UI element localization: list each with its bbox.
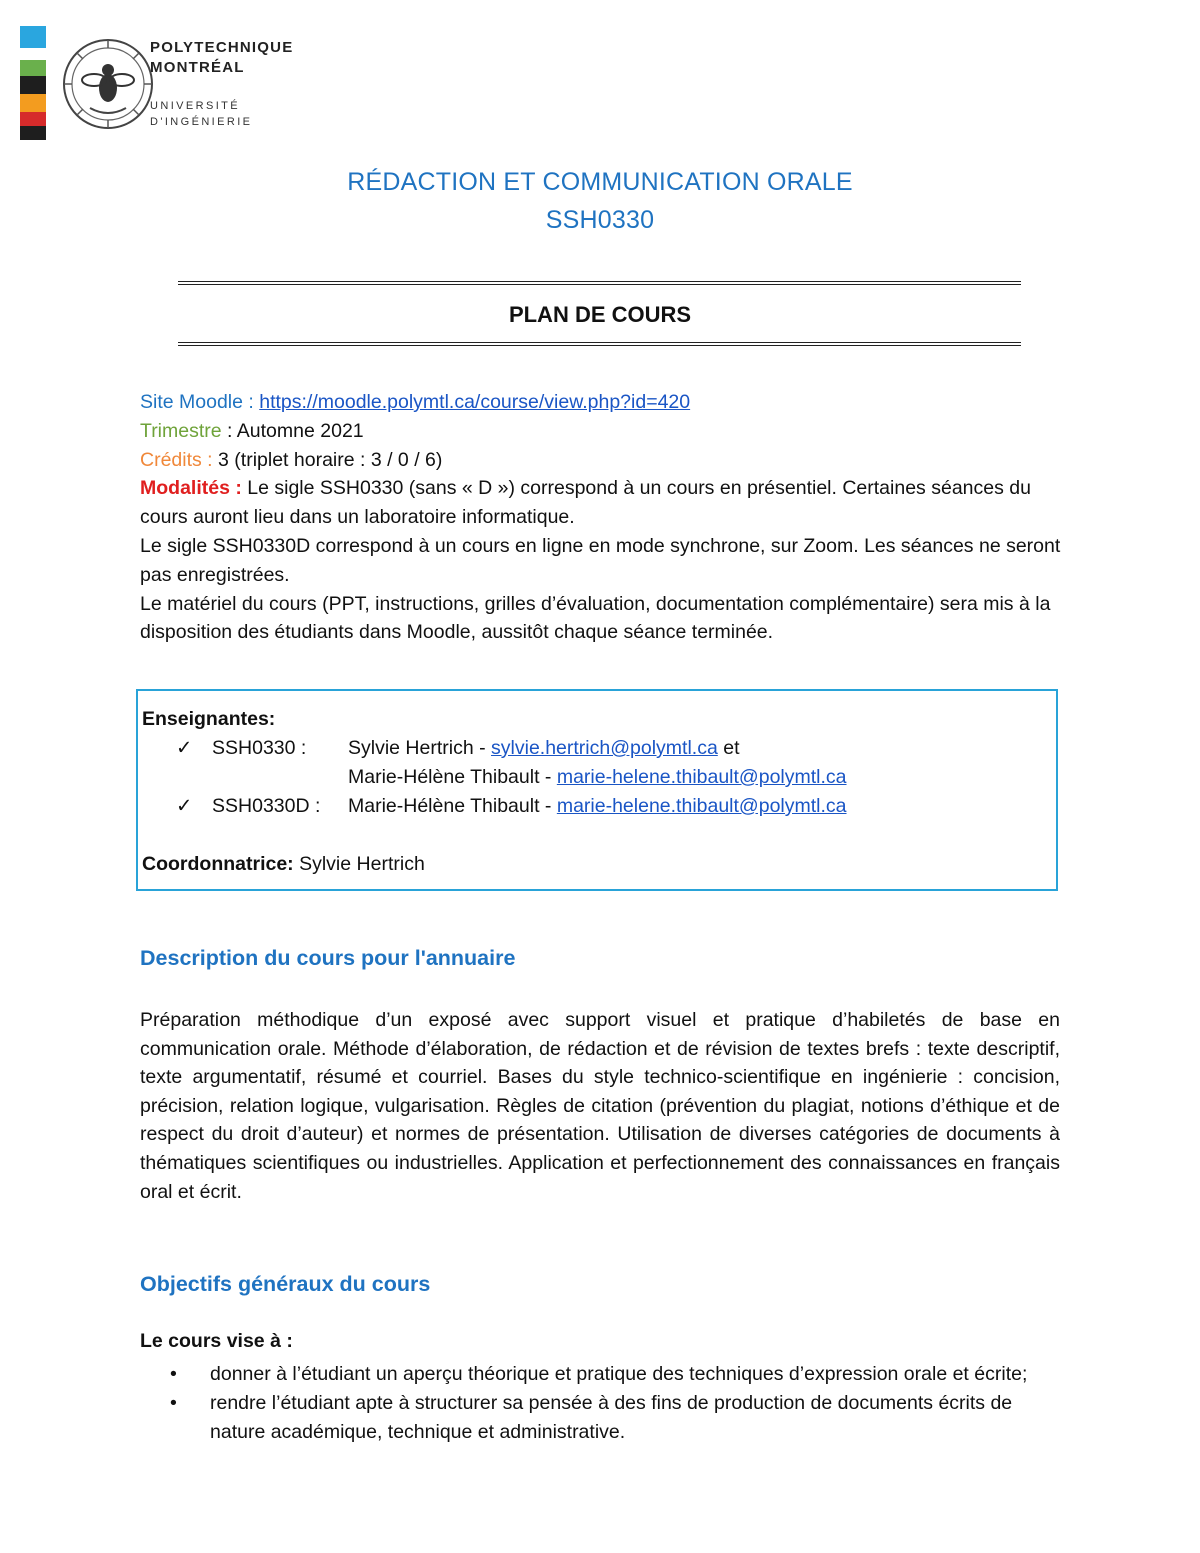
- moodle-link[interactable]: https://moodle.polymtl.ca/course/view.php?id=420: [259, 391, 691, 413]
- list-item: [140, 1389, 1062, 1447]
- divider-top: [178, 281, 1021, 285]
- modalites-line: [140, 474, 1070, 532]
- course-info: [140, 388, 1070, 647]
- logo-subtitle: [150, 98, 252, 130]
- logo-stripe-black-1: [20, 76, 46, 94]
- teacher-row: [142, 763, 1042, 792]
- teacher-suffix: et: [717, 737, 740, 759]
- credits-value: 3 (triplet horaire : 3 / 0 / 6): [212, 448, 443, 471]
- modalites-text: Le sigle SSH0330 (sans « D ») correspond à un cours en présentiel. Certaines séances du cours auront lieu dans un laboratoire informatique.: [140, 477, 1031, 529]
- logo-stripe-green: [20, 60, 46, 76]
- plan-heading: PLAN DE COURS: [508, 302, 692, 327]
- teacher-entry: [348, 734, 740, 763]
- spacer: [142, 821, 1042, 850]
- coordinator-label: Coordonnatrice:: [142, 853, 294, 875]
- teacher-entry: [348, 763, 847, 792]
- moodle-line: [140, 388, 1070, 417]
- credits-line: [140, 446, 1070, 475]
- teacher-email-link[interactable]: marie-helene.thibault@polymtl.ca: [556, 795, 847, 817]
- course-title: RÉDACTION ET COMMUNICATION ORALE: [347, 168, 853, 196]
- logo-stripe-blue: [20, 26, 46, 48]
- logo-name-line1: POLYTECHNIQUE: [150, 39, 294, 56]
- teachers-heading: Enseignantes:: [142, 708, 276, 730]
- divider-bottom: [178, 342, 1021, 346]
- teacher-name: Marie-Hélène Thibault -: [348, 766, 557, 788]
- bullet-icon: •: [170, 1392, 177, 1414]
- objectives-list: [140, 1360, 1062, 1447]
- teacher-course-code: SSH0330D :: [212, 795, 321, 817]
- credits-label: Crédits :: [140, 448, 213, 471]
- trimestre-label: Trimestre: [140, 419, 222, 442]
- teacher-entry: [348, 792, 847, 821]
- objective-text: donner à l’étudiant un aperçu théorique et pratique des techniques d’expression orale et écrite;: [210, 1363, 1028, 1385]
- teacher-course-code: SSH0330 :: [212, 737, 307, 759]
- teachers-box: [136, 689, 1058, 891]
- logo-stripe-orange: [20, 94, 46, 112]
- teacher-row: [142, 734, 1042, 763]
- coordinator-line: [142, 850, 1042, 879]
- polytechnique-logo: [20, 26, 320, 142]
- teacher-name: Marie-Hélène Thibault -: [348, 795, 557, 817]
- logo-sub-line2: D'INGÉNIERIE: [150, 116, 253, 128]
- logo-stripe-black-2: [20, 126, 46, 140]
- description-heading: Description du cours pour l'annuaire: [140, 946, 516, 970]
- logo-name-line2: MONTRÉAL: [150, 59, 245, 76]
- moodle-label: Site Moodle :: [140, 391, 254, 413]
- coordinator-name: Sylvie Hertrich: [293, 853, 425, 875]
- bullet-icon: •: [170, 1363, 177, 1385]
- logo-stripe-red: [20, 112, 46, 126]
- teacher-email-link[interactable]: sylvie.hertrich@polymtl.ca: [491, 737, 718, 759]
- teachers-content: [142, 705, 1042, 879]
- modalites-label: Modalités :: [140, 477, 242, 500]
- objective-text: rendre l’étudiant apte à structurer sa pensée à des fins de production de documents écrits de nature académique, technique et administrative.: [210, 1392, 1013, 1443]
- course-code: SSH0330: [545, 206, 655, 234]
- seal-icon: [60, 36, 156, 132]
- description-text: Préparation méthodique d’un exposé avec support visuel et pratique d’habiletés de base en communication orale. Méthode d’élaboration, de rédaction et de révision de textes brefs : texte descriptif, texte argumentatif, résumé et courriel. Bases du style technico-scientifique en ingénierie : concision, précision, relation logique, vulgarisation. Règles de citation (prévention du plagiat, notions d’éthique et de respect du droit d’auteur) et normes de présentation. Utilisation de diverses catégories de documents à thématiques scientifiques ou industrielles. Application et perfectionnement des connaissances en français oral et écrit.: [140, 1009, 1060, 1203]
- check-icon: ✓: [176, 737, 193, 759]
- trimestre-value: : Automne 2021: [227, 419, 364, 442]
- objectives-intro: Le cours vise à :: [140, 1330, 293, 1352]
- logo-name: [150, 38, 293, 78]
- list-item: [140, 1360, 1062, 1389]
- teacher-name: Sylvie Hertrich -: [348, 737, 492, 759]
- teacher-row: [142, 792, 1042, 821]
- teacher-email-link[interactable]: marie-helene.thibault@polymtl.ca: [556, 766, 847, 788]
- modalites-line-2: Le sigle SSH0330D correspond à un cours en ligne en mode synchrone, sur Zoom. Les séances ne seront pas enregistrées.: [140, 534, 1061, 586]
- objectives-heading: Objectifs généraux du cours: [140, 1272, 431, 1296]
- logo-sub-line1: UNIVERSITÉ: [150, 100, 241, 112]
- check-icon: ✓: [176, 795, 193, 817]
- modalites-line-3: Le matériel du cours (PPT, instructions, grilles d’évaluation, documentation complémentaire) sera mis à la disposition des étudiants dans Moodle, aussitôt chaque séance terminée.: [140, 592, 1051, 644]
- trimestre-line: [140, 417, 1070, 446]
